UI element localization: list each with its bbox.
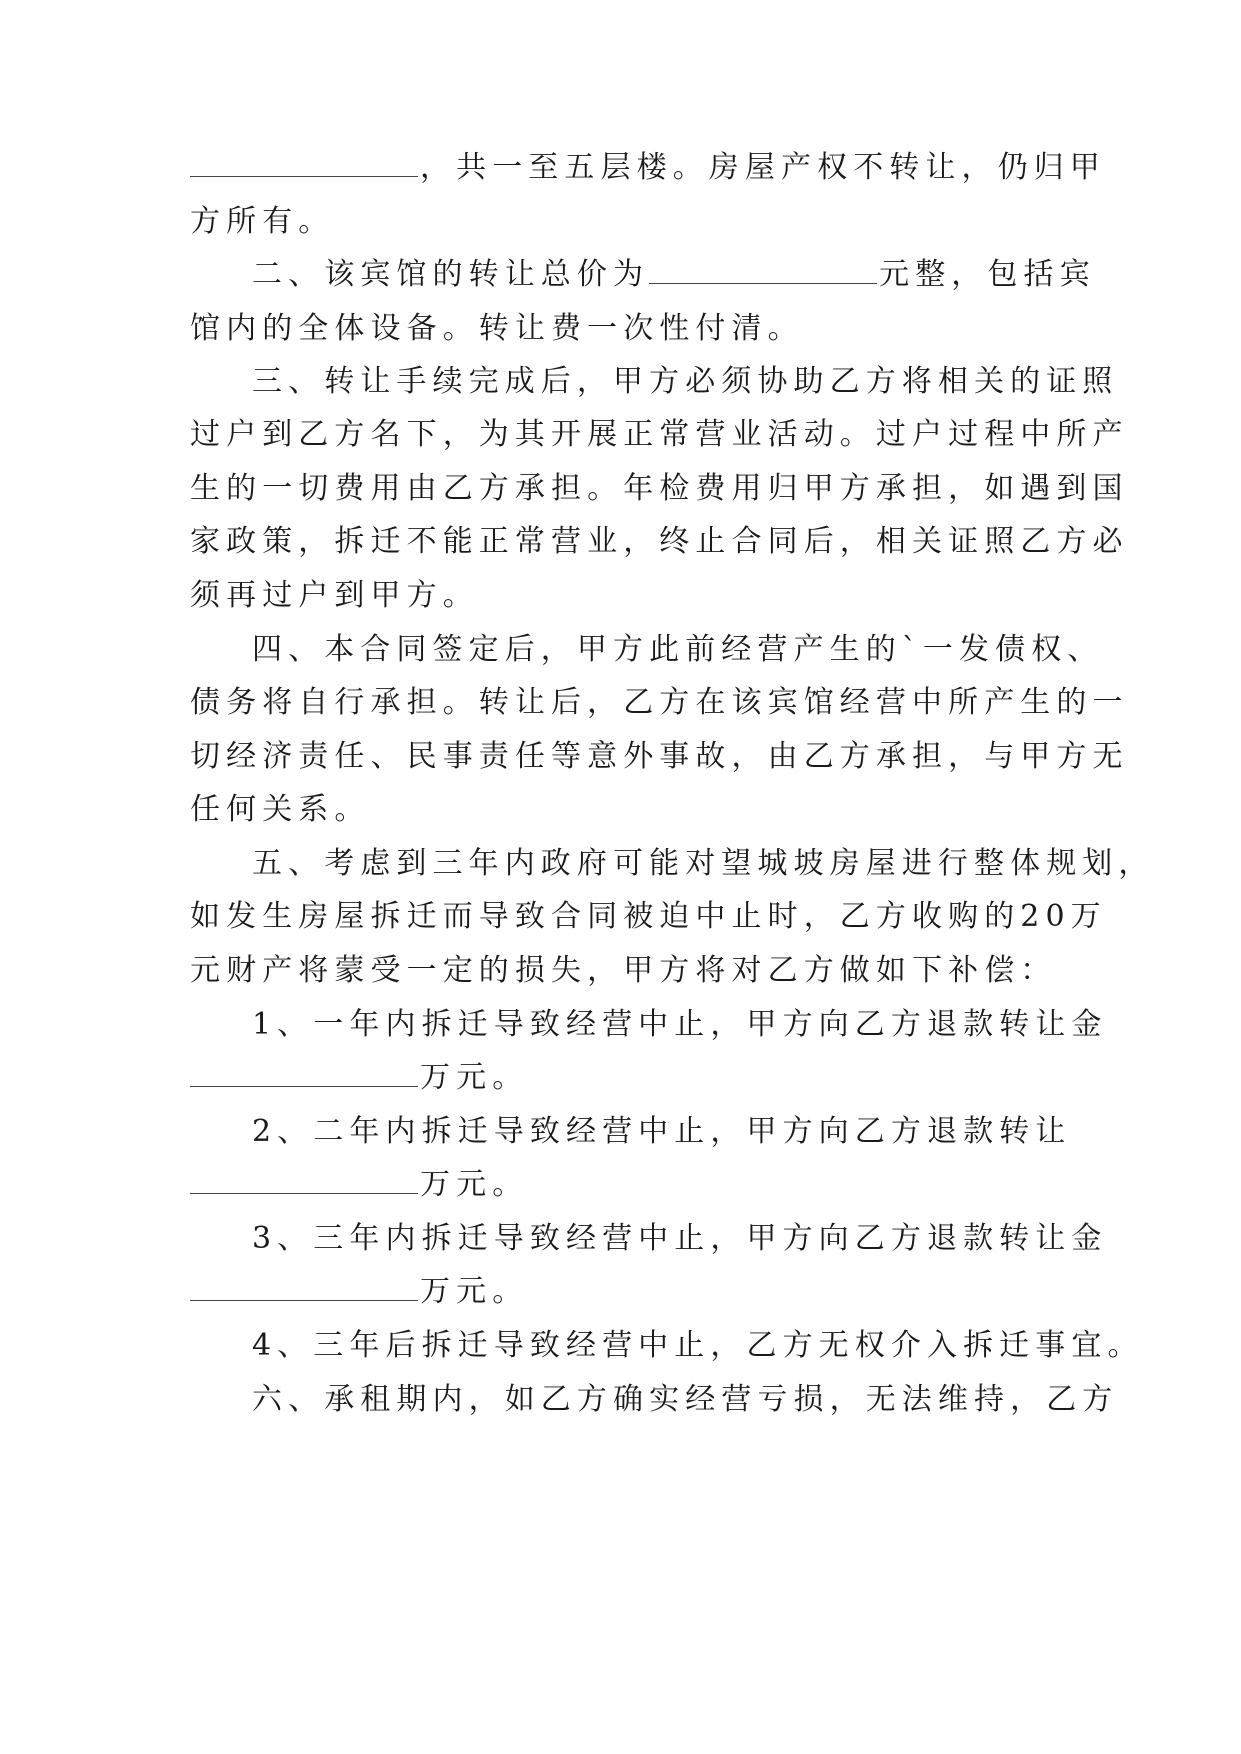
amount-blank[interactable] — [190, 1050, 418, 1087]
text-line: 六、承租期内，如乙方确实经营亏损，无法维持，乙方 — [252, 1382, 1119, 1417]
line-text: 万元。 — [420, 1274, 529, 1309]
text-line: 须再过户到甲方。 — [190, 578, 479, 613]
text-line: 元财产将蒙受一定的损失，甲方将对乙方做如下补偿： — [190, 953, 1057, 988]
text-line — [190, 1048, 1070, 1108]
amount-blank[interactable] — [190, 1264, 418, 1301]
text-line: 过户到乙方名下，为其开展正常营业活动。过户过程中所产 — [190, 417, 1129, 452]
line-text: 万元。 — [420, 1167, 529, 1202]
text-line: 任何关系。 — [190, 792, 371, 827]
line-text: 二、该宾馆的转让总价为 — [252, 257, 650, 292]
text-line — [252, 245, 1096, 305]
text-line: 方所有。 — [190, 204, 335, 239]
text-line: 生的一切费用由乙方承担。年检费用归甲方承担，如遇到国 — [190, 471, 1129, 506]
text-line: 4、三年后拆迁导致经营中止，乙方无权介入拆迁事宜。 — [252, 1328, 1144, 1363]
fill-in-blank[interactable] — [190, 140, 418, 177]
text-line: 切经济责任、民事责任等意外事故，由乙方承担，与甲方无 — [190, 739, 1129, 774]
text-line: 馆内的全体设备。转让费一次性付清。 — [190, 311, 804, 346]
text-line: 家政策，拆迁不能正常营业，终止合同后，相关证照乙方必 — [190, 524, 1129, 559]
line-text: ，共一至五层楼。房屋产权不转让，仍归甲 — [420, 150, 1106, 185]
price-blank[interactable] — [649, 247, 877, 284]
text-line: 三、转让手续完成后，甲方必须协助乙方将相关的证照 — [252, 364, 1119, 399]
amount-blank[interactable] — [190, 1157, 418, 1194]
text-line: 如发生房屋拆迁而导致合同被迫中止时，乙方收购的20万 — [190, 899, 1107, 934]
text-line — [190, 1155, 1070, 1215]
text-line: 3、三年内拆迁导致经营中止，甲方向乙方退款转让金 — [252, 1221, 1108, 1256]
text-line — [190, 1262, 1070, 1322]
line-text: 万元。 — [420, 1060, 529, 1095]
line-text: 元整，包括宾 — [879, 257, 1096, 292]
text-line: 债务将自行承担。转让后，乙方在该宾馆经营中所产生的一 — [190, 685, 1129, 720]
text-line: 2、二年内拆迁导致经营中止，甲方向乙方退款转让 — [252, 1114, 1072, 1149]
text-line: 五、考虑到三年内政府可能对望城坡房屋进行整体规划， — [252, 846, 1155, 881]
text-line: 四、本合同签定后，甲方此前经营产生的`一发债权、 — [252, 632, 1104, 667]
text-line: 1、一年内拆迁导致经营中止，甲方向乙方退款转让金 — [252, 1007, 1108, 1042]
text-line — [190, 138, 1106, 198]
